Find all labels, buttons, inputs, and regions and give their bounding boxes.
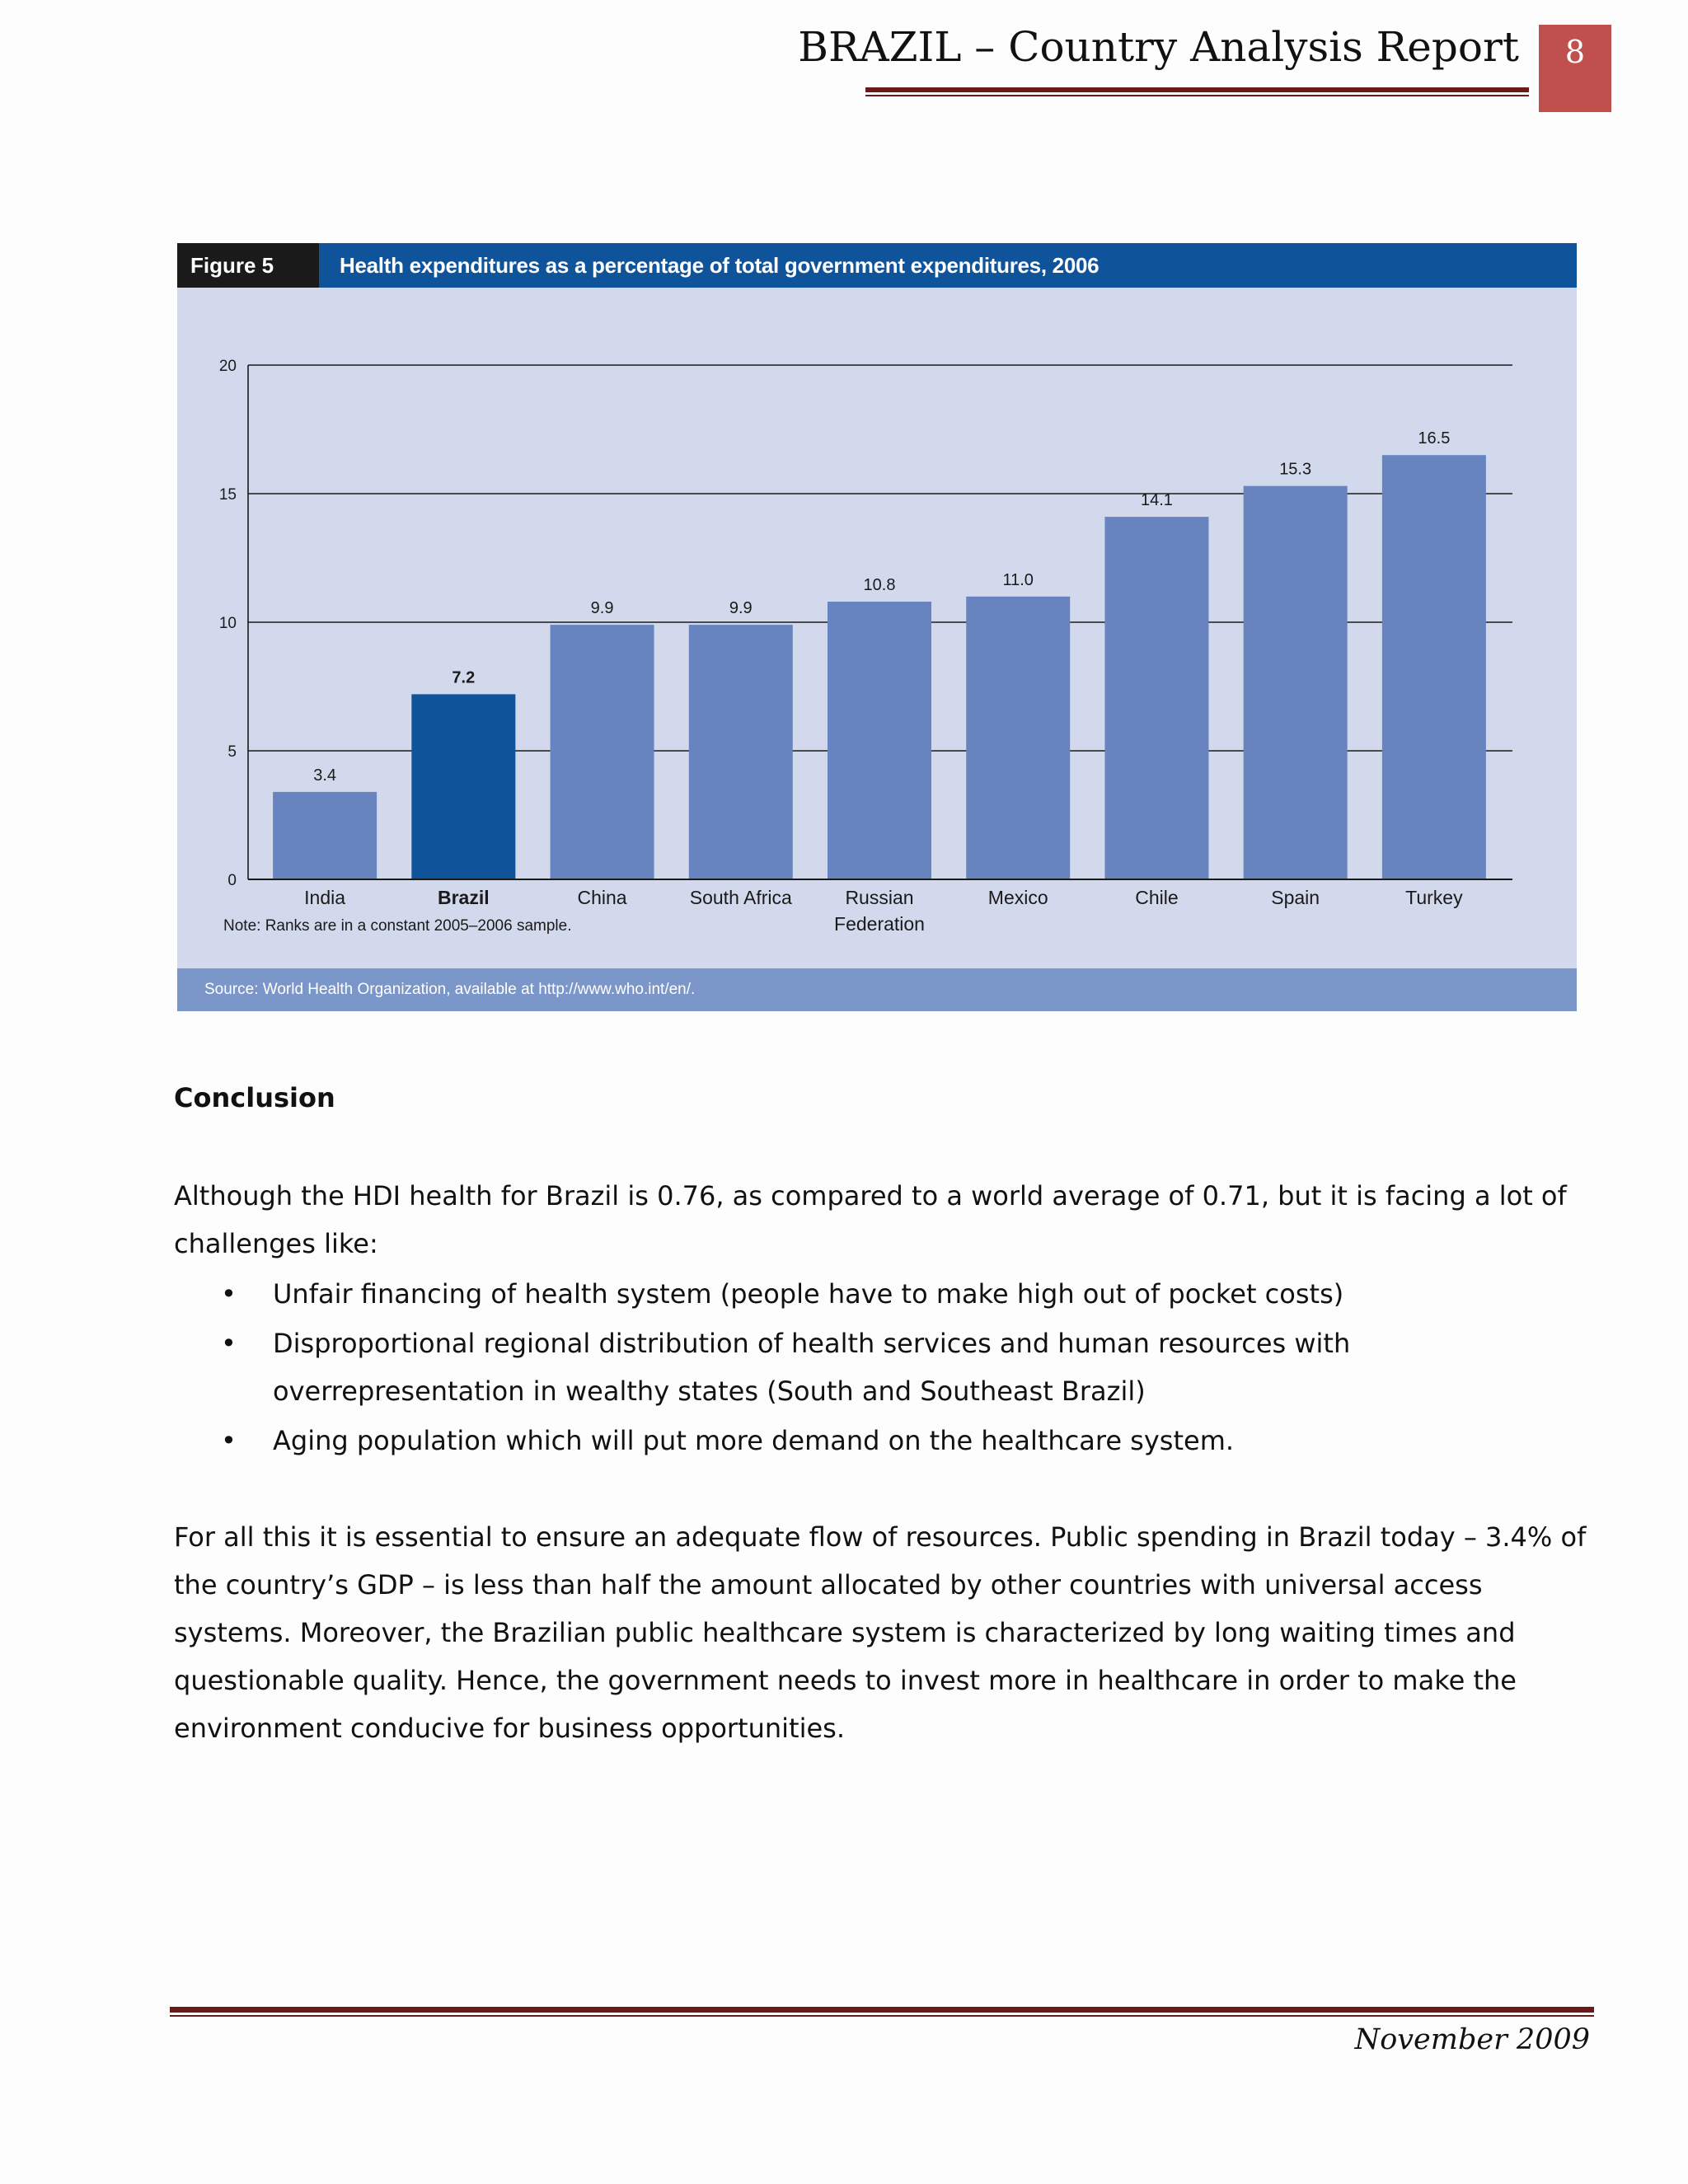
figure-title: Health expenditures as a percentage of total government expenditures, 2006 bbox=[340, 253, 1100, 278]
x-tick-label: China bbox=[577, 887, 627, 908]
figure-5 bbox=[177, 243, 1577, 1011]
bullet-icon: • bbox=[221, 1278, 237, 1310]
y-tick-label: 10 bbox=[218, 615, 237, 632]
data-label: 9.9 bbox=[729, 599, 753, 618]
list-item bbox=[174, 1319, 1592, 1415]
x-tick-label: Brazil bbox=[438, 887, 490, 908]
page-number: 8 bbox=[1539, 25, 1611, 112]
footer-rule bbox=[170, 2007, 1594, 2017]
footer-date: November 2009 bbox=[1354, 2023, 1590, 2056]
intro-paragraph: Although the HDI health for Brazil is 0.76, as compared to a world average of 0.71, but it is facing a lot of challenges like: bbox=[174, 1180, 1567, 1259]
bar-turkey bbox=[1382, 455, 1486, 879]
data-label: 15.3 bbox=[1279, 460, 1312, 479]
x-tick-label: Federation bbox=[834, 913, 925, 935]
y-tick-label: 20 bbox=[218, 358, 237, 375]
bar-russian-federation bbox=[828, 602, 931, 879]
bullet-icon: • bbox=[221, 1328, 237, 1359]
bar-spain bbox=[1244, 486, 1348, 879]
bullet-icon: • bbox=[221, 1425, 237, 1456]
closing-paragraph: For all this it is essential to ensure an adequate flow of resources. Public spending in Brazil today – 3.4% of the country’s GDP – is less than half the amount allocated by other countries with universal access systems. Moreover, the Brazilian public healthcare system is characterized by long waiting times and questionable quality. Hence, the government needs to invest more in healthcare in order to make the environment conducive for business opportunities. bbox=[174, 1521, 1587, 1744]
data-label: 10.8 bbox=[863, 576, 896, 595]
x-tick-label: Mexico bbox=[987, 887, 1048, 908]
figure-label: Figure 5 bbox=[177, 243, 319, 288]
challenge-list bbox=[174, 1270, 1592, 1466]
y-tick-label: 5 bbox=[227, 743, 237, 761]
list-item bbox=[174, 1417, 1592, 1465]
report-title: BRAZIL – Country Analysis Report bbox=[798, 23, 1519, 71]
section-heading: Conclusion bbox=[174, 1082, 335, 1113]
bar-chart bbox=[177, 288, 1577, 947]
data-label: 9.9 bbox=[590, 599, 614, 618]
x-tick-label: Spain bbox=[1271, 887, 1320, 908]
x-tick-label: Turkey bbox=[1405, 887, 1463, 908]
x-tick-label: India bbox=[304, 887, 346, 908]
x-tick-label: South Africa bbox=[689, 887, 792, 908]
bar-brazil bbox=[411, 694, 515, 879]
data-label: 7.2 bbox=[452, 668, 476, 687]
list-item-text: Unfair financing of health system (people have to make high out of pocket costs) bbox=[273, 1278, 1344, 1310]
x-tick-label: Chile bbox=[1135, 887, 1179, 908]
header-rule bbox=[865, 87, 1529, 96]
list-item bbox=[174, 1270, 1592, 1318]
figure-source: Source: World Health Organization, available at http://www.who.int/en/. bbox=[177, 968, 1577, 1011]
bar-south-africa bbox=[689, 625, 793, 879]
figure-note: Note: Ranks are in a constant 2005–2006 sample. bbox=[223, 917, 572, 935]
bar-india bbox=[273, 792, 377, 879]
list-item-text: Disproportional regional distribution of health services and human resources with overrepresentation in wealthy states (South and Southeast Brazil) bbox=[273, 1328, 1351, 1407]
bar-china bbox=[551, 625, 654, 879]
bar-mexico bbox=[966, 597, 1070, 879]
data-label: 3.4 bbox=[313, 766, 337, 785]
data-label: 14.1 bbox=[1140, 491, 1173, 510]
x-tick-label: Russian bbox=[845, 887, 914, 908]
y-tick-label: 0 bbox=[227, 872, 237, 889]
list-item-text: Aging population which will put more demand on the healthcare system. bbox=[273, 1425, 1235, 1456]
bar-chile bbox=[1104, 517, 1208, 879]
y-tick-label: 15 bbox=[218, 486, 237, 504]
data-label: 16.5 bbox=[1418, 429, 1451, 448]
data-label: 11.0 bbox=[1002, 570, 1034, 589]
